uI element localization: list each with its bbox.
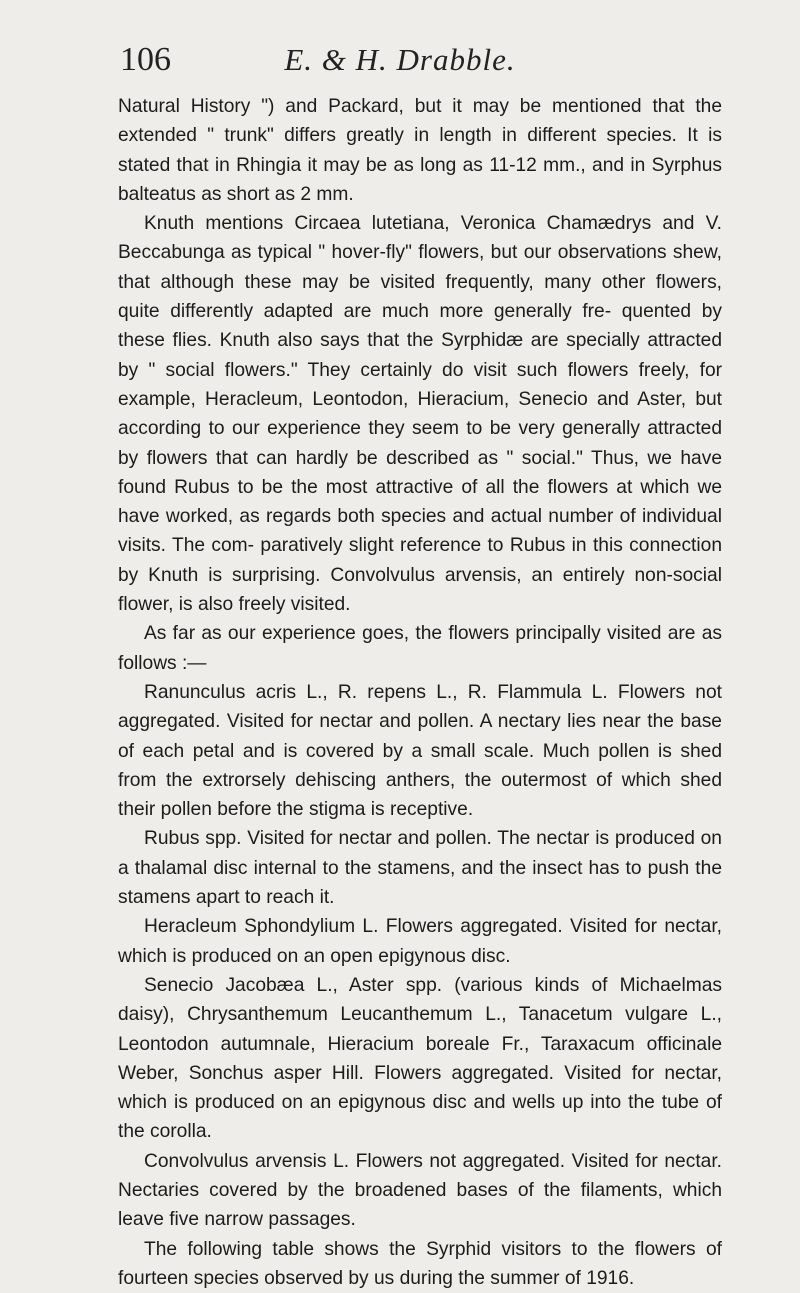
text-line: surprising. Convolvulus arvensis, an entirely non-social flower, is xyxy=(118,564,722,616)
paragraph-rubus xyxy=(118,824,722,912)
text-line: specially attracted by " social flowers." They certainly do xyxy=(118,330,723,381)
text-line: described as " social." Thus, we have found Rubus to be the most xyxy=(118,447,722,498)
text-line: flowers, quite differently adapted are much more generally fre- xyxy=(118,271,722,323)
text-line: the extended " trunk" differs greatly in length in different species. xyxy=(118,96,722,147)
text-line: V. Beccabunga as typical " hover-fly" flowers, but our observations xyxy=(118,213,722,264)
paragraph-convolvulus xyxy=(118,1147,722,1235)
text-line: daisy), Chrysanthemum Leucanthemum L., Tanacetum vulgare L., xyxy=(118,1004,722,1026)
body-text xyxy=(118,92,722,1293)
paragraph-3 xyxy=(118,619,722,678)
text-line: It is stated that in Rhingia it may be as long as 11-12 mm., and xyxy=(118,125,722,176)
text-line: which is produced on an epigynous disc and wells up into the xyxy=(118,1092,655,1114)
text-line: tube of the corolla. xyxy=(118,1092,722,1143)
text-line: nectar, which is produced on an open epigynous disc. xyxy=(118,916,722,967)
text-line: pollen is shed from the extrorsely dehiscing anthers, the outermost xyxy=(118,740,722,791)
text-line: Natural History ") and Packard, but it may be mentioned that xyxy=(118,96,685,117)
text-line: quented by these flies. Knuth also says that the Syrphidæ are xyxy=(118,301,722,352)
paragraph-2 xyxy=(118,209,722,619)
text-line: of fourteen species observed by us during the summer of 1916. xyxy=(118,1238,722,1289)
text-line: Rubus spp. Visited for nectar and pollen. The nectar is xyxy=(144,828,610,850)
text-line: Ranunculus acris L., R. repens L., R. Flammula L. Flowers xyxy=(144,681,686,703)
text-line: visit such flowers freely, for example, Heracleum, Leontodon, xyxy=(118,359,722,410)
text-line: Knuth mentions Circaea lutetiana, Veronica Chamædrys and xyxy=(144,213,695,235)
text-line: attractive of all the flowers at which we have worked, as regards xyxy=(118,476,722,528)
text-line: Senecio Jacobæa L., Aster spp. (various kinds of Michaelmas xyxy=(144,974,722,996)
text-line: paratively slight reference to Rubus in this connection by Knuth is xyxy=(118,535,722,586)
text-line: Heracleum Sphondylium L. Flowers aggregated. Visited for xyxy=(144,916,658,938)
paragraph-table-intro xyxy=(118,1235,722,1293)
text-line: not aggregated. Visited for nectar and pollen. A nectary lies near xyxy=(118,681,722,733)
text-line: shew, that although these may be visited frequently, many other xyxy=(118,242,722,293)
text-line: the base of each petal and is covered by a small scale. Much xyxy=(118,711,722,762)
text-line: seem to be very generally attracted by flowers that can hardly be xyxy=(118,418,722,469)
text-line: As far as our experience goes, the flowers principally visited xyxy=(144,623,662,645)
text-line: also freely visited. xyxy=(198,594,351,616)
text-line: Hieracium, Senecio and Aster, but according to our experience they xyxy=(118,388,722,440)
paragraph-senecio xyxy=(118,971,722,1147)
page-number: 106 xyxy=(120,41,171,78)
page-header xyxy=(0,22,800,82)
text-line: insect has to push the stamens apart to reach it. xyxy=(118,857,722,909)
text-line: Convolvulus arvensis L. Flowers not aggregated. Visited for xyxy=(144,1150,658,1172)
text-line: produced on a thalamal disc internal to the stamens, and the xyxy=(118,828,722,879)
paragraph-ranunculus xyxy=(118,678,722,824)
text-line: The following table shows the Syrphid visitors to the flowers xyxy=(144,1238,696,1260)
text-line: in Syrphus balteatus as short as 2 mm. xyxy=(118,154,722,205)
text-line: both species and actual number of individual visits. The com- xyxy=(118,506,722,557)
text-line: which leave five narrow passages. xyxy=(118,1179,722,1231)
text-line: of which shed their pollen before the stigma is receptive. xyxy=(118,769,722,821)
paragraph-1 xyxy=(118,92,722,209)
text-line: are as follows :— xyxy=(118,623,722,674)
paragraph-heracleum xyxy=(118,912,722,971)
text-line: Weber, Sonchus asper Hill. Flowers aggregated. Visited for nectar, xyxy=(118,1062,722,1084)
running-head: E. & H. Drabble. xyxy=(284,42,516,77)
text-line: Leontodon autumnale, Hieracium boreale Fr., Taraxacum officinale xyxy=(118,1033,722,1055)
text-line: nectar. Nectaries covered by the broadened bases of the filaments, xyxy=(118,1150,722,1201)
